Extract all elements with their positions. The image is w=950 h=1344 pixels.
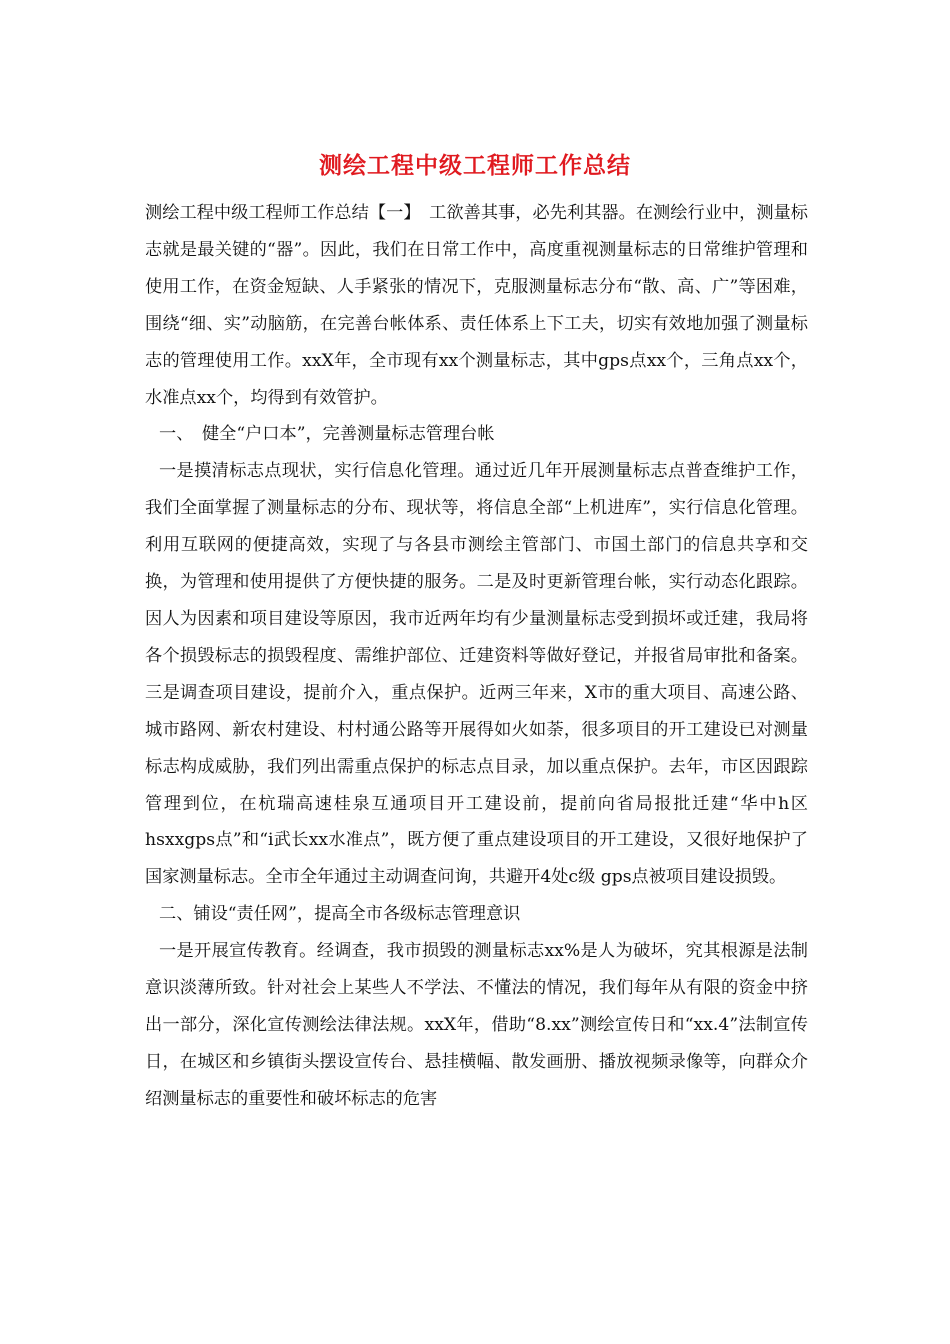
paragraph-section-2: 一是开展宣传教育。经调查，我市损毁的测量标志xx%是人为破坏，究其根源是法制意识淡薄所致。针对社会上某些人不学法、不懂法的情况，我们每年从有限的资金中挤出一部分，深化宣传测绘法律法规。xxX年，借助“8.xx”测绘宣传日和“xx.4”法制宣传日，在城区和乡镇街头摆设宣传台、悬挂横幅、散发画册、播放视频录像等，向群众介绍测量标志的重要性和破坏标志的危害 [145,941,808,1109]
document-title: 测绘工程中级工程师工作总结 [319,152,631,179]
paragraph-intro: 测绘工程中级工程师工作总结【一】 工欲善其事，必先利其器。在测绘行业中，测量标志就是最关键的“器”。因此，我们在日常工作中，高度重视测量标志的日常维护管理和使用工作，在资金短缺、人手紧张的情况下，克服测量标志分布“散、高、广”等困难，围绕“细、实”动脑筋，在完善台帐体系、责任体系上下工夫，切实有效地加强了测量标志的管理使用工作。xxX年，全市现有xx个测量标志，其中gps点xx个，三角点xx个，水准点xx个，均得到有效管护。 [145,203,808,408]
section-heading-2: 二、铺设“责任网”，提高全市各级标志管理意识 [159,904,521,925]
document-body [145,195,808,1118]
paragraph-section-1: 一是摸清标志点现状，实行信息化管理。通过近几年开展测量标志点普查维护工作，我们全面掌握了测量标志的分布、现状等，将信息全部“上机进库”，实行信息化管理。利用互联网的便捷高效，实现了与各县市测绘主管部门、市国土部门的信息共享和交换，为管理和使用提供了方便快捷的服务。二是及时更新管理台帐，实行动态化跟踪。因人为因素和项目建设等原因，我市近两年均有少量测量标志受到损坏或迁建，我局将各个损毁标志的损毁程度、需维护部位、迁建资料等做好登记，并报省局审批和备案。三是调查项目建设，提前介入，重点保护。近两三年来，X市的重大项目、高速公路、城市路网、新农村建设、村村通公路等开展得如火如荼，很多项目的开工建设已对测量标志构成威胁，我们列出需重点保护的标志点目录，加以重点保护。去年，市区因跟踪管理到位，在杭瑞高速桂泉互通项目开工建设前，提前向省局报批迁建“华中h区hsxxgps点”和“i武长xx水准点”，既方便了重点建设项目的开工建设，又很好地保护了国家测量标志。全市全年通过主动调查问询，共避开4处c级 gps点被项目建设损毁。 [145,461,808,888]
section-heading-1: 一、 健全“户口本”，完善测量标志管理台帐 [159,424,495,445]
